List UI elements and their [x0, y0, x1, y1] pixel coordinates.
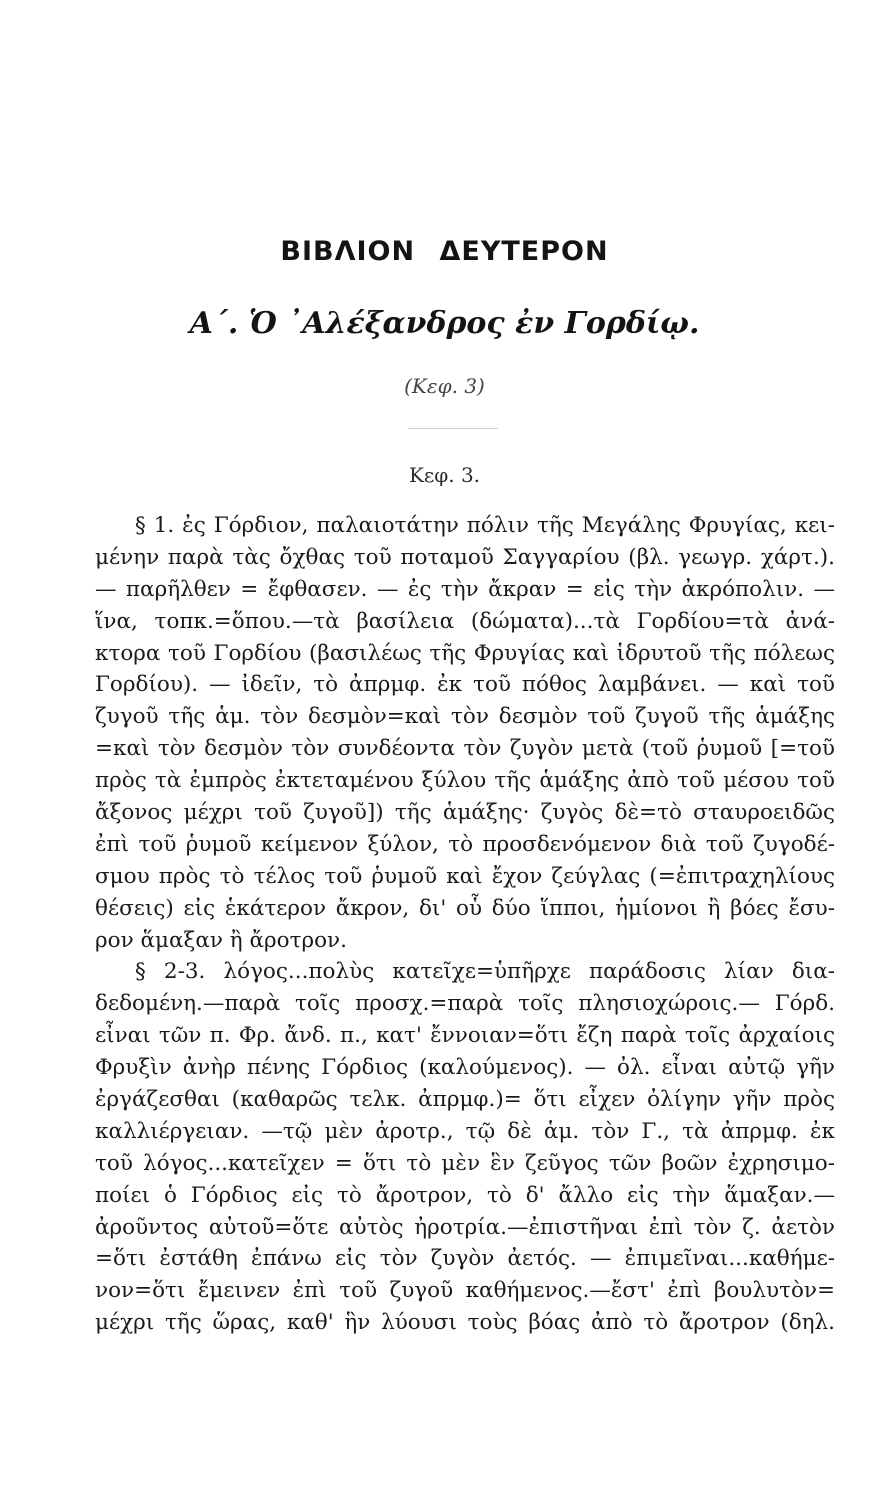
text-line: ποίει ὁ Γόρδιος εἰς τὸ ἄροτρον, τὸ δ' ἄλλο εἰς τὴν ἅμαξαν.—: [95, 1182, 835, 1208]
text-line: μένην παρὰ τὰς ὄχθας τοῦ ποταμοῦ Σαγγαρίου (βλ. γεωγρ. χάρτ.).: [95, 544, 835, 570]
text-line: δεδομένη.—παρὰ τοῖς προσχ.=παρὰ τοῖς πλησιοχώροις.— Γόρδ.: [95, 991, 835, 1017]
text-line: =καὶ τὸν δεσμὸν τὸν συνδέοντα τὸν ζυγὸν μετὰ (τοῦ ῥυμοῦ [=τοῦ: [95, 736, 835, 762]
text-line: σμου πρὸς τὸ τέλος τοῦ ῥυμοῦ καὶ ἔχον ζεύγλας (=ἐπιτραχηλίους: [95, 863, 835, 889]
text-line: ἀροῦντος αὐτοῦ=ὅτε αὐτὸς ἠροτρία.—ἐπιστῆναι ἐπὶ τὸν ζ. ἀετὸν: [95, 1214, 835, 1240]
text-line: ζυγοῦ τῆς ἁμ. τὸν δεσμὸν=καὶ τὸν δεσμὸν τοῦ ζυγοῦ τῆς ἁμάξης: [95, 704, 835, 730]
book-title: ΒΙΒΛΙΟΝ ΔΕΥΤΕΡΟΝ: [280, 236, 609, 267]
chapter-title: Α΄. Ὁ ᾿Αλέξανδρος ἐν Γορδίῳ.: [189, 306, 700, 341]
text-line: =ὅτι ἐστάθη ἐπάνω εἰς τὸν ζυγὸν ἀετός. — ἐπιμεῖναι...καθήμε-: [95, 1246, 835, 1272]
text-line: τοῦ λόγος...κατεῖχεν = ὅτι τὸ μὲν ἓν ζεῦγος τῶν βοῶν ἐχρησιμο-: [95, 1150, 835, 1176]
section-heading: Κεφ. 3.: [408, 463, 481, 487]
text-line: κτορα τοῦ Γορδίου (βασιλέως τῆς Φρυγίας καὶ ἱδρυτοῦ τῆς πόλεως: [95, 640, 835, 666]
text-line: πρὸς τὰ ἐμπρὸς ἐκτεταμένου ξύλου τῆς ἁμάξης ἀπὸ τοῦ μέσου τοῦ: [95, 768, 835, 794]
text-line: Γορδίου). — ἰδεῖν, τὸ ἀπρμφ. ἐκ τοῦ πόθος λαμβάνει. — καὶ τοῦ: [95, 672, 835, 698]
text-line: θέσεις) εἰς ἑκάτερον ἄκρον, δι' οὗ δύο ἵπποι, ἡμίονοι ἢ βόες ἔσυ-: [95, 895, 835, 921]
text-line: μέχρι τῆς ὥρας, καθ' ἣν λύουσι τοὺς βόας ἀπὸ τὸ ἄροτρον (δηλ.: [95, 1310, 835, 1336]
text-line: ἄξονος μέχρι τοῦ ζυγοῦ]) τῆς ἁμάξης· ζυγὸς δὲ=τὸ σταυροειδῶς: [95, 800, 835, 826]
text-line: εἶναι τῶν π. Φρ. ἄνδ. π., κατ' ἔννοιαν=ὅτι ἔζη παρὰ τοῖς ἀρχαίοις: [95, 1023, 835, 1049]
text-line: — παρῆλθεν = ἔφθασεν. — ἐς τὴν ἄκραν = εἰς τὴν ἀκρόπολιν. —: [95, 576, 835, 602]
text-line: ἐπὶ τοῦ ῥυμοῦ κείμενον ξύλον, τὸ προσδενόμενον διὰ τοῦ ζυγοδέ-: [95, 831, 835, 857]
divider-rule: [408, 428, 498, 429]
commentary-text: [95, 510, 835, 1339]
text-line: καλλιέργειαν. —τῷ μὲν ἀροτρ., τῷ δὲ ἁμ. τὸν Γ., τὰ ἀπρμφ. ἐκ: [95, 1118, 835, 1144]
chapter-reference: (Κεφ. 3): [404, 374, 485, 398]
text-line: § 2-3. λόγος...πολὺς κατεῖχε=ὑπῆρχε παράδοσις λίαν δια-: [135, 959, 835, 985]
text-line: ρον ἅμαξαν ἢ ἄροτρον.: [95, 927, 347, 953]
text-line: § 1. ἐς Γόρδιον, παλαιοτάτην πόλιν τῆς Μεγάλης Φρυγίας, κει-: [135, 513, 835, 538]
text-line: ἐργάζεσθαι (καθαρῶς τελκ. ἀπρμφ.)= ὅτι εἶχεν ὀλίγην γῆν πρὸς: [95, 1087, 835, 1113]
text-line: Φρυξὶν ἀνὴρ πένης Γόρδιος (καλούμενος). — ὀλ. εἶναι αὐτῷ γῆν: [95, 1055, 835, 1081]
text-line: ἵνα, τοπκ.=ὅπου.—τὰ βασίλεια (δώματα)...τὰ Γορδίου=τὰ ἀνά-: [95, 608, 835, 634]
text-line: νον=ὅτι ἔμεινεν ἐπὶ τοῦ ζυγοῦ καθήμενος.—ἔστ' ἐπὶ βουλυτὸν=: [95, 1278, 835, 1304]
